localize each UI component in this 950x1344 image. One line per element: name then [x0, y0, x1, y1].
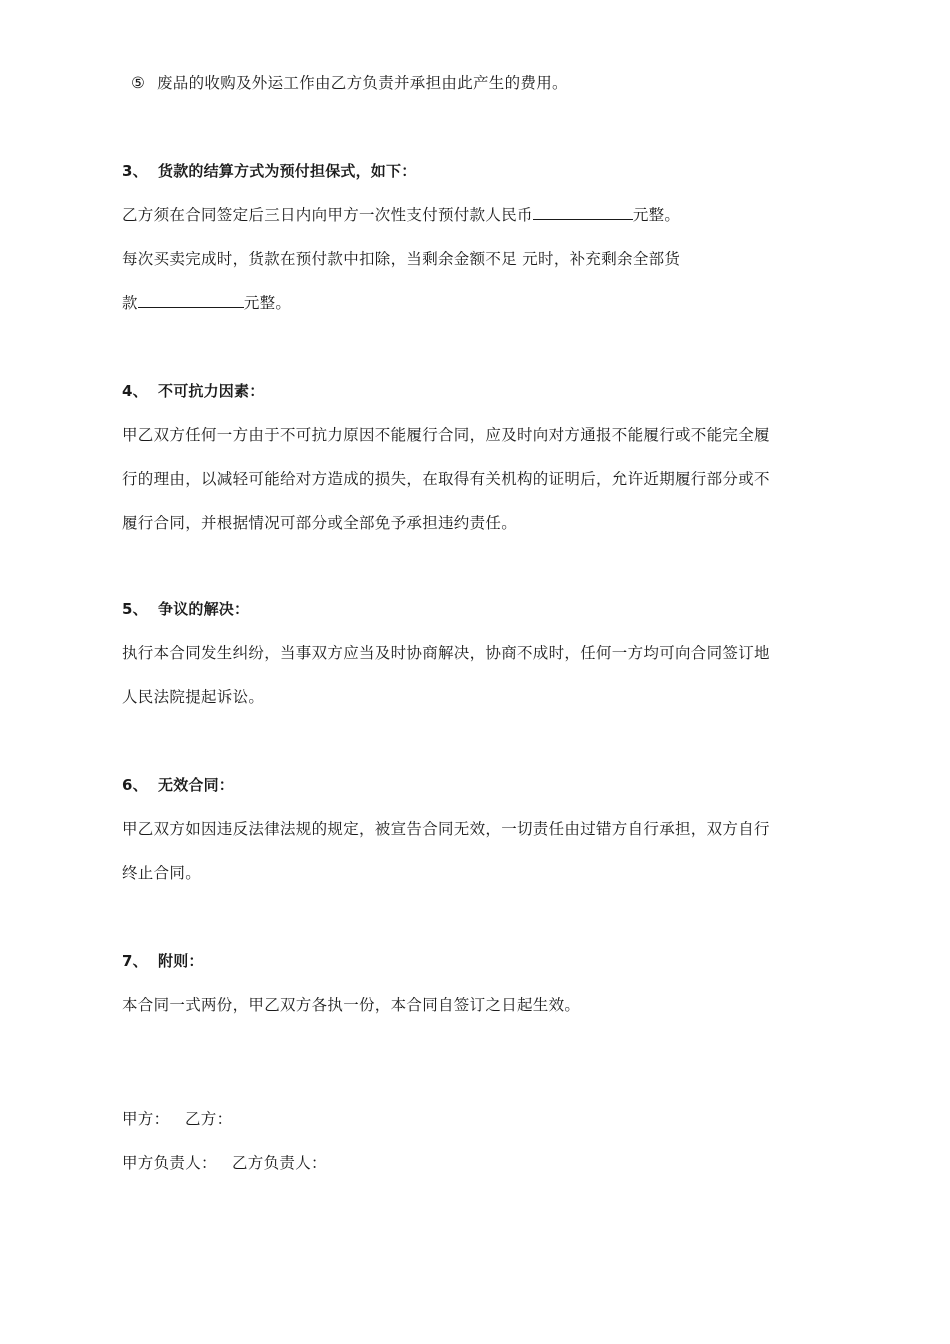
text-fragment: 元整。 — [632, 206, 681, 224]
section-4-heading — [122, 380, 264, 402]
section-number: 3、 — [122, 162, 148, 180]
party-a-label: 甲方： — [122, 1110, 170, 1128]
section-title: 附则： — [158, 952, 204, 970]
section-number: 5、 — [122, 600, 148, 618]
section-title: 无效合同： — [158, 776, 235, 794]
section-7-paragraph-line: 本合同一式两份，甲乙双方各执一份，本合同自签订之日起生效。 — [122, 996, 581, 1014]
section-title: 不可抗力因素： — [158, 382, 265, 400]
section-3-paragraph-line — [122, 292, 291, 314]
section-4-paragraph-line: 行的理由，以减轻可能给对方造成的损失，在取得有关机构的证明后，允许近期履行部分或不 — [122, 470, 770, 488]
section-number: 4、 — [122, 382, 148, 400]
item-marker: ⑤ — [131, 74, 146, 92]
section-3-heading — [122, 160, 416, 182]
section-title: 货款的结算方式为预付担保式，如下： — [158, 162, 417, 180]
section-6-paragraph-line: 终止合同。 — [122, 864, 202, 882]
section-7-heading — [122, 950, 204, 972]
section-4-paragraph-line: 履行合同，并根据情况可部分或全部免予承担违约责任。 — [122, 514, 518, 532]
section-3-paragraph-line: 每次买卖完成时，货款在预付款中扣除，当剩余金额不足 元时，补充剩余全部货 — [122, 250, 681, 268]
party-a-head-label: 甲方负责人： — [122, 1154, 217, 1172]
party-b-label: 乙方： — [185, 1110, 233, 1128]
text-fragment: 款 — [122, 294, 138, 312]
party-b-head-label: 乙方负责人： — [232, 1154, 327, 1172]
section-4-paragraph-line: 甲乙双方任何一方由于不可抗力原因不能履行合同，应及时向对方通报不能履行或不能完全履 — [122, 426, 770, 444]
signature-parties-line — [122, 1108, 232, 1130]
section-6-heading — [122, 774, 234, 796]
clause-item-5 — [131, 72, 568, 94]
signature-heads-line — [122, 1152, 327, 1174]
section-5-paragraph-line: 执行本合同发生纠纷，当事双方应当及时协商解决，协商不成时，任何一方均可向合同签订地 — [122, 644, 770, 662]
section-number: 6、 — [122, 776, 148, 794]
section-title: 争议的解决： — [158, 600, 250, 618]
section-5-heading — [122, 598, 249, 620]
section-number: 7、 — [122, 952, 148, 970]
text-fragment: 乙方须在合同签定后三日内向甲方一次性支付预付款人民币 — [122, 206, 533, 224]
section-6-paragraph-line: 甲乙双方如因违反法律法规的规定，被宣告合同无效，一切责任由过错方自行承担，双方自行 — [122, 820, 770, 838]
section-3-paragraph-line — [122, 204, 680, 226]
section-5-paragraph-line: 人民法院提起诉讼。 — [122, 688, 265, 706]
amount-blank — [138, 293, 244, 308]
amount-blank — [533, 205, 633, 220]
text-fragment: 元整。 — [243, 294, 292, 312]
item-text: 废品的收购及外运工作由乙方负责并承担由此产生的费用。 — [157, 74, 568, 92]
